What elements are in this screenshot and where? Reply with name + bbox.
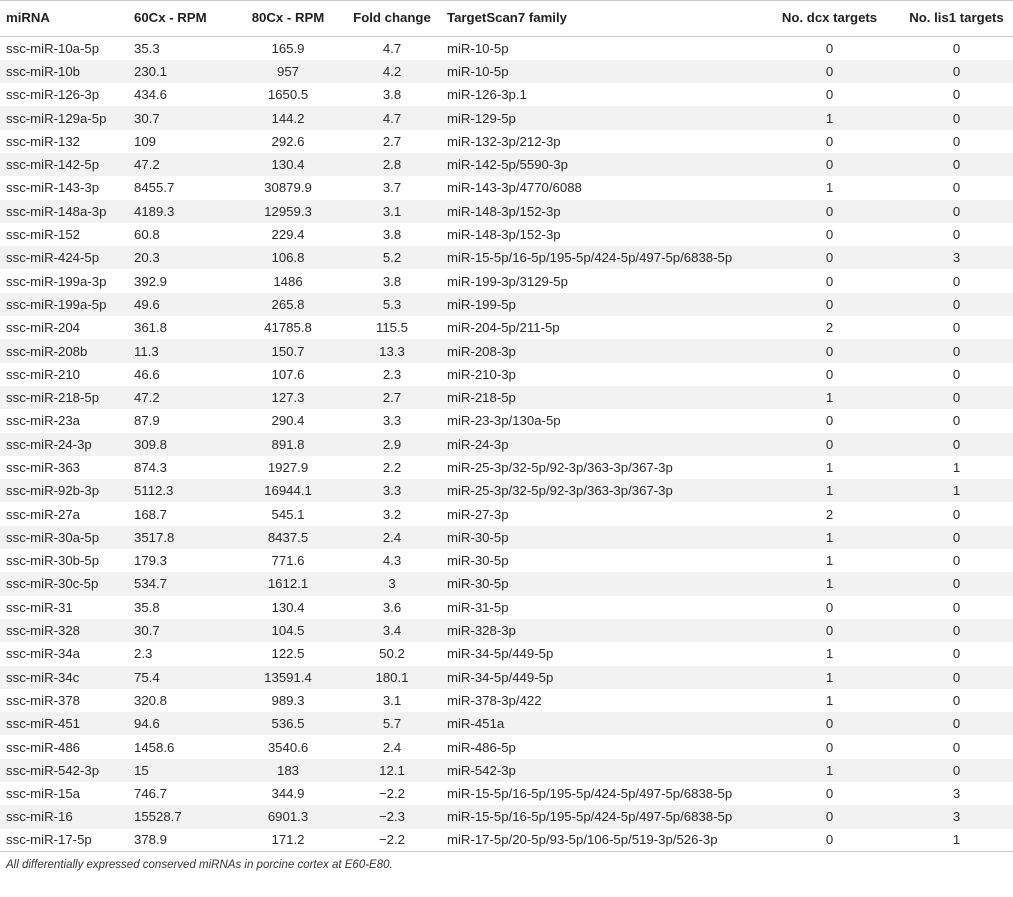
cell-60cx-rpm: 230.1 <box>134 63 168 79</box>
cell-80cx-rpm: 41785.8 <box>264 320 312 336</box>
cell-mirna: ssc-miR-204 <box>6 320 81 336</box>
cell-fold-change: −2.2 <box>343 829 441 852</box>
table-row <box>0 246 1013 269</box>
cell-dcx-targets: 1 <box>825 576 834 592</box>
cell-targetscan7-family: miR-27-3p <box>447 506 509 522</box>
cell-targetscan7-family: miR-15-5p/16-5p/195-5p/424-5p/497-5p/6838-5p <box>447 809 733 825</box>
cell-dcx-targets: 1 <box>825 692 834 708</box>
cell-lis1-targets: 0 <box>952 716 961 732</box>
cell-60cx-rpm: 60.8 <box>134 227 160 243</box>
cell-targetscan7-family: miR-30-5p <box>447 529 509 545</box>
cell-lis1-targets: 0 <box>952 343 961 359</box>
cell-fold-change: 3.2 <box>382 506 402 522</box>
cell-mirna: ssc-miR-424-5p <box>6 250 100 266</box>
cell-targetscan7-family: miR-328-3p <box>447 623 516 639</box>
cell-targetscan7-family: miR-34-5p/449-5p <box>447 669 554 685</box>
cell-80cx-rpm: 8437.5 <box>267 529 309 545</box>
cell-60cx-rpm: 87.9 <box>134 413 160 429</box>
cell-lis1-targets: 0 <box>952 646 961 662</box>
cell-80cx-rpm: 265.8 <box>271 296 305 312</box>
cell-60cx-rpm: 94.6 <box>134 716 160 732</box>
cell-60cx-rpm: 746.7 <box>134 786 168 802</box>
cell-dcx-targets: 0 <box>825 413 834 429</box>
cell-dcx-targets: 1 <box>825 110 834 126</box>
table-row <box>0 433 1013 456</box>
table-footnote: All differentially expressed conserved miRNAs in porcine cortex at E60-E80. <box>6 859 393 872</box>
cell-80cx-rpm: 30879.9 <box>264 180 312 196</box>
column-header-dcx-targets: No. dcx targets <box>759 1 900 37</box>
cell-80cx-rpm: 122.5 <box>271 646 305 662</box>
cell-fold-change: 4.2 <box>382 63 402 79</box>
cell-80cx-rpm: 12959.3 <box>264 203 312 219</box>
cell-targetscan7-family: miR-148-3p/152-3p <box>447 227 561 243</box>
cell-mirna: ssc-miR-27a <box>6 506 81 522</box>
cell-mirna: ssc-miR-142-5p <box>6 157 100 173</box>
cell-targetscan7-family: miR-30-5p <box>447 553 509 569</box>
cell-dcx-targets: 0 <box>825 739 834 755</box>
cell-targetscan7-family: miR-25-3p/32-5p/92-3p/363-3p/367-3p <box>447 483 673 499</box>
cell-60cx-rpm: 434.6 <box>134 87 168 103</box>
cell-mirna: ssc-miR-92b-3p <box>6 483 100 499</box>
table-body <box>0 37 1013 852</box>
cell-60cx-rpm: 361.8 <box>134 320 168 336</box>
cell-80cx-rpm: 891.8 <box>271 436 305 452</box>
cell-lis1-targets: 0 <box>952 576 961 592</box>
cell-60cx-rpm: 11.3 <box>134 343 159 359</box>
cell-targetscan7-family: miR-542-3p <box>447 762 516 778</box>
cell-80cx-rpm: 130.4 <box>271 599 305 615</box>
cell-60cx-rpm: 20.3 <box>134 250 160 266</box>
cell-mirna: ssc-miR-34c <box>6 669 80 685</box>
cell-mirna: ssc-miR-363 <box>6 459 81 475</box>
cell-60cx-rpm: 30.7 <box>134 623 160 639</box>
cell-60cx-rpm: 49.6 <box>134 296 160 312</box>
cell-fold-change: 5.2 <box>382 250 402 266</box>
column-header-fold-change: Fold change <box>343 1 441 37</box>
cell-targetscan7-family: miR-142-5p/5590-3p <box>447 157 568 173</box>
table-row <box>0 619 1013 642</box>
cell-60cx-rpm: 534.7 <box>134 576 168 592</box>
cell-60cx-rpm: 1458.6 <box>134 739 175 755</box>
cell-fold-change: 180.1 <box>375 669 409 685</box>
cell-dcx-targets: 0 <box>825 599 834 615</box>
cell-lis1-targets: 0 <box>952 366 961 382</box>
cell-dcx-targets: 0 <box>825 250 834 266</box>
cell-targetscan7-family: miR-208-3p <box>447 343 516 359</box>
cell-lis1-targets: 0 <box>952 692 961 708</box>
column-header-mirna: miRNA <box>0 1 128 37</box>
table-row <box>0 153 1013 176</box>
cell-mirna: ssc-miR-152 <box>6 227 81 243</box>
cell-mirna: ssc-miR-378 <box>6 692 81 708</box>
cell-60cx-rpm: 46.6 <box>134 366 160 382</box>
cell-dcx-targets: 2 <box>825 320 834 336</box>
cell-lis1-targets: 0 <box>952 157 961 173</box>
cell-80cx-rpm: 1612.1 <box>267 576 309 592</box>
cell-targetscan7-family: miR-126-3p.1 <box>447 87 527 103</box>
cell-mirna: ssc-miR-16 <box>6 809 73 825</box>
cell-fold-change: 2.3 <box>382 366 402 382</box>
cell-60cx-rpm: 2.3 <box>134 646 153 662</box>
table-row <box>0 759 1013 782</box>
cell-lis1-targets: 0 <box>952 87 961 103</box>
cell-60cx-rpm: 47.2 <box>134 390 160 406</box>
cell-dcx-targets: 0 <box>825 809 834 825</box>
cell-targetscan7-family: miR-30-5p <box>447 576 509 592</box>
table-row <box>0 200 1013 223</box>
cell-80cx-rpm: 171.2 <box>233 829 343 852</box>
cell-mirna: ssc-miR-129a-5p <box>6 110 107 126</box>
cell-dcx-targets: 1 <box>825 646 834 662</box>
cell-fold-change: 5.7 <box>382 716 402 732</box>
cell-80cx-rpm: 344.9 <box>271 786 305 802</box>
table-row <box>0 596 1013 619</box>
cell-80cx-rpm: 16944.1 <box>264 483 312 499</box>
cell-lis1-targets: 0 <box>952 762 961 778</box>
cell-80cx-rpm: 545.1 <box>271 506 305 522</box>
cell-dcx-targets: 0 <box>825 203 834 219</box>
cell-mirna: ssc-miR-23a <box>6 413 81 429</box>
cell-mirna: ssc-miR-199a-3p <box>6 273 107 289</box>
cell-mirna: ssc-miR-10a-5p <box>6 40 100 56</box>
cell-targetscan7-family: miR-148-3p/152-3p <box>447 203 561 219</box>
cell-fold-change: 3.8 <box>382 273 402 289</box>
cell-80cx-rpm: 130.4 <box>271 157 305 173</box>
cell-dcx-targets: 1 <box>825 390 834 406</box>
cell-targetscan7-family: miR-31-5p <box>447 599 509 615</box>
table-row <box>0 60 1013 83</box>
cell-lis1-targets: 0 <box>952 553 961 569</box>
cell-80cx-rpm: 144.2 <box>271 110 305 126</box>
cell-mirna: ssc-miR-199a-5p <box>6 296 107 312</box>
cell-fold-change: 2.8 <box>382 157 402 173</box>
cell-targetscan7-family: miR-10-5p <box>447 40 509 56</box>
cell-mirna: ssc-miR-328 <box>6 623 81 639</box>
cell-60cx-rpm: 47.2 <box>134 157 160 173</box>
cell-lis1-targets: 0 <box>952 133 961 149</box>
table-row <box>0 83 1013 106</box>
cell-targetscan7-family: miR-17-5p/20-5p/93-5p/106-5p/519-3p/526-3p <box>441 829 759 852</box>
cell-targetscan7-family: miR-34-5p/449-5p <box>447 646 554 662</box>
cell-80cx-rpm: 165.9 <box>271 40 305 56</box>
cell-60cx-rpm: 179.3 <box>134 553 168 569</box>
cell-60cx-rpm: 35.8 <box>134 599 160 615</box>
cell-targetscan7-family: miR-15-5p/16-5p/195-5p/424-5p/497-5p/6838-5p <box>447 250 733 266</box>
cell-lis1-targets: 0 <box>952 320 961 336</box>
cell-targetscan7-family: miR-24-3p <box>447 436 509 452</box>
cell-lis1-targets: 0 <box>952 506 961 522</box>
cell-lis1-targets: 1 <box>900 829 1013 852</box>
cell-fold-change: 4.7 <box>382 40 402 56</box>
cell-fold-change: −2.3 <box>378 809 406 825</box>
cell-targetscan7-family: miR-15-5p/16-5p/195-5p/424-5p/497-5p/6838-5p <box>447 786 733 802</box>
table-row <box>0 502 1013 525</box>
cell-60cx-rpm: 15528.7 <box>134 809 182 825</box>
cell-dcx-targets: 0 <box>825 87 834 103</box>
cell-lis1-targets: 0 <box>952 40 961 56</box>
cell-fold-change: 2.2 <box>382 459 402 475</box>
cell-dcx-targets: 0 <box>825 157 834 173</box>
cell-60cx-rpm: 5112.3 <box>134 483 174 499</box>
cell-lis1-targets: 0 <box>952 110 961 126</box>
cell-targetscan7-family: miR-378-3p/422 <box>447 692 542 708</box>
table-row <box>0 479 1013 502</box>
cell-dcx-targets: 0 <box>825 786 834 802</box>
table-row <box>0 339 1013 362</box>
cell-mirna: ssc-miR-148a-3p <box>6 203 107 219</box>
cell-mirna: ssc-miR-15a <box>6 786 81 802</box>
cell-fold-change: 2.7 <box>382 390 402 406</box>
cell-dcx-targets: 0 <box>825 227 834 243</box>
table-row <box>0 269 1013 292</box>
cell-60cx-rpm: 30.7 <box>134 110 160 126</box>
cell-80cx-rpm: 957 <box>276 63 299 79</box>
cell-targetscan7-family: miR-10-5p <box>447 63 509 79</box>
cell-dcx-targets: 1 <box>825 669 834 685</box>
cell-80cx-rpm: 183 <box>276 762 299 778</box>
column-header-lis1-targets: No. lis1 targets <box>900 1 1013 37</box>
column-header-80cx-rpm: 80Cx - RPM <box>233 1 343 37</box>
cell-targetscan7-family: miR-210-3p <box>447 366 516 382</box>
cell-targetscan7-family: miR-199-3p/3129-5p <box>447 273 568 289</box>
cell-mirna: ssc-miR-31 <box>6 599 73 615</box>
table-row <box>0 316 1013 339</box>
cell-fold-change: 13.3 <box>379 343 405 359</box>
cell-lis1-targets: 0 <box>952 203 961 219</box>
cell-dcx-targets: 0 <box>825 366 834 382</box>
cell-lis1-targets: 0 <box>952 623 961 639</box>
cell-fold-change: 3 <box>388 576 396 592</box>
table-row <box>0 666 1013 689</box>
cell-80cx-rpm: 1927.9 <box>267 459 309 475</box>
table-row <box>0 782 1013 805</box>
cell-targetscan7-family: miR-218-5p <box>447 390 516 406</box>
header-row <box>0 1 1013 37</box>
cell-fold-change: 4.3 <box>382 553 402 569</box>
table-row <box>0 456 1013 479</box>
cell-lis1-targets: 0 <box>952 669 961 685</box>
cell-60cx-rpm: 378.9 <box>128 829 233 852</box>
column-header-targetscan7-family: TargetScan7 family <box>441 1 759 37</box>
cell-targetscan7-family: miR-486-5p <box>447 739 516 755</box>
cell-mirna: ssc-miR-17-5p <box>0 829 128 852</box>
cell-lis1-targets: 1 <box>952 483 961 499</box>
cell-60cx-rpm: 35.3 <box>134 40 160 56</box>
table-row <box>0 549 1013 572</box>
cell-fold-change: 5.3 <box>382 296 402 312</box>
cell-dcx-targets: 0 <box>825 343 834 359</box>
table-row <box>0 642 1013 665</box>
cell-mirna: ssc-miR-218-5p <box>6 390 100 406</box>
cell-dcx-targets: 2 <box>825 506 834 522</box>
cell-dcx-targets: 0 <box>825 436 834 452</box>
cell-dcx-targets: 1 <box>825 529 834 545</box>
cell-80cx-rpm: 104.5 <box>271 623 305 639</box>
cell-80cx-rpm: 536.5 <box>271 716 305 732</box>
cell-targetscan7-family: miR-199-5p <box>447 296 516 312</box>
cell-fold-change: −2.2 <box>378 786 406 802</box>
cell-lis1-targets: 0 <box>952 413 961 429</box>
cell-mirna: ssc-miR-34a <box>6 646 81 662</box>
cell-fold-change: 115.5 <box>375 320 409 336</box>
cell-mirna: ssc-miR-486 <box>6 739 81 755</box>
cell-80cx-rpm: 1486 <box>273 273 303 289</box>
cell-60cx-rpm: 15 <box>134 762 149 778</box>
table-row <box>0 386 1013 409</box>
cell-fold-change: 3.1 <box>382 692 402 708</box>
table-row <box>0 829 1013 852</box>
cell-mirna: ssc-miR-126-3p <box>6 87 100 103</box>
cell-80cx-rpm: 127.3 <box>271 390 305 406</box>
column-header-60cx-rpm: 60Cx - RPM <box>128 1 233 37</box>
cell-targetscan7-family: miR-23-3p/130a-5p <box>447 413 561 429</box>
cell-60cx-rpm: 309.8 <box>134 436 168 452</box>
table-row <box>0 805 1013 828</box>
table-row <box>0 130 1013 153</box>
cell-lis1-targets: 3 <box>952 809 961 825</box>
cell-dcx-targets: 1 <box>825 483 834 499</box>
cell-lis1-targets: 3 <box>952 250 961 266</box>
cell-80cx-rpm: 290.4 <box>271 413 305 429</box>
cell-lis1-targets: 0 <box>952 436 961 452</box>
cell-dcx-targets: 1 <box>825 180 834 196</box>
cell-dcx-targets: 0 <box>825 133 834 149</box>
cell-60cx-rpm: 109 <box>134 133 157 149</box>
cell-fold-change: 3.7 <box>382 180 402 196</box>
table-row <box>0 712 1013 735</box>
cell-fold-change: 3.3 <box>382 483 402 499</box>
table-row <box>0 106 1013 129</box>
cell-lis1-targets: 1 <box>952 459 961 475</box>
table-row <box>0 689 1013 712</box>
table-row <box>0 223 1013 246</box>
table-row <box>0 363 1013 386</box>
cell-fold-change: 4.7 <box>382 110 402 126</box>
cell-80cx-rpm: 989.3 <box>271 692 305 708</box>
cell-80cx-rpm: 1650.5 <box>267 87 309 103</box>
table-row <box>0 409 1013 432</box>
table-row <box>0 293 1013 316</box>
cell-80cx-rpm: 150.7 <box>271 343 305 359</box>
cell-80cx-rpm: 107.6 <box>271 366 305 382</box>
cell-fold-change: 2.4 <box>382 529 402 545</box>
cell-lis1-targets: 0 <box>952 739 961 755</box>
cell-fold-change: 3.4 <box>382 623 402 639</box>
cell-fold-change: 3.8 <box>382 227 402 243</box>
table-row <box>0 176 1013 199</box>
cell-mirna: ssc-miR-132 <box>6 133 81 149</box>
cell-dcx-targets: 0 <box>825 296 834 312</box>
cell-dcx-targets: 0 <box>825 40 834 56</box>
cell-60cx-rpm: 75.4 <box>134 669 160 685</box>
cell-60cx-rpm: 168.7 <box>134 506 168 522</box>
table-row <box>0 37 1013 60</box>
cell-fold-change: 3.1 <box>382 203 402 219</box>
cell-lis1-targets: 0 <box>952 599 961 615</box>
cell-mirna: ssc-miR-30b-5p <box>6 553 100 569</box>
cell-dcx-targets: 0 <box>825 273 834 289</box>
cell-mirna: ssc-miR-30c-5p <box>6 576 99 592</box>
cell-targetscan7-family: miR-451a <box>447 716 505 732</box>
cell-lis1-targets: 0 <box>952 273 961 289</box>
cell-targetscan7-family: miR-25-3p/32-5p/92-3p/363-3p/367-3p <box>447 459 673 475</box>
cell-dcx-targets: 0 <box>825 716 834 732</box>
cell-dcx-targets: 1 <box>825 459 834 475</box>
cell-targetscan7-family: miR-129-5p <box>447 110 516 126</box>
cell-lis1-targets: 3 <box>952 786 961 802</box>
cell-80cx-rpm: 3540.6 <box>267 739 309 755</box>
cell-80cx-rpm: 771.6 <box>271 553 305 569</box>
cell-80cx-rpm: 292.6 <box>271 133 305 149</box>
cell-fold-change: 2.7 <box>382 133 402 149</box>
cell-fold-change: 3.3 <box>382 413 402 429</box>
cell-dcx-targets: 1 <box>825 762 834 778</box>
cell-dcx-targets: 0 <box>759 829 900 852</box>
cell-mirna: ssc-miR-143-3p <box>6 180 100 196</box>
cell-targetscan7-family: miR-143-3p/4770/6088 <box>447 180 582 196</box>
cell-mirna: ssc-miR-451 <box>6 716 81 732</box>
cell-mirna: ssc-miR-10b <box>6 63 81 79</box>
cell-lis1-targets: 0 <box>952 296 961 312</box>
cell-60cx-rpm: 874.3 <box>134 459 168 475</box>
cell-60cx-rpm: 320.8 <box>134 692 168 708</box>
cell-60cx-rpm: 3517.8 <box>134 529 175 545</box>
cell-dcx-targets: 1 <box>825 553 834 569</box>
cell-mirna: ssc-miR-24-3p <box>6 436 92 452</box>
cell-fold-change: 3.8 <box>382 87 402 103</box>
table-row <box>0 572 1013 595</box>
cell-dcx-targets: 0 <box>825 623 834 639</box>
cell-fold-change: 50.2 <box>379 646 405 662</box>
cell-80cx-rpm: 106.8 <box>271 250 305 266</box>
table-row <box>0 526 1013 549</box>
cell-targetscan7-family: miR-132-3p/212-3p <box>447 133 561 149</box>
cell-60cx-rpm: 4189.3 <box>134 203 175 219</box>
cell-dcx-targets: 0 <box>825 63 834 79</box>
table-row <box>0 735 1013 758</box>
cell-mirna: ssc-miR-208b <box>6 343 88 359</box>
cell-80cx-rpm: 6901.3 <box>267 809 309 825</box>
cell-fold-change: 12.1 <box>379 762 405 778</box>
cell-80cx-rpm: 229.4 <box>271 227 305 243</box>
cell-60cx-rpm: 8455.7 <box>134 180 175 196</box>
cell-fold-change: 3.6 <box>382 599 402 615</box>
cell-80cx-rpm: 13591.4 <box>264 669 312 685</box>
cell-lis1-targets: 0 <box>952 227 961 243</box>
cell-mirna: ssc-miR-210 <box>6 366 81 382</box>
cell-lis1-targets: 0 <box>952 529 961 545</box>
cell-targetscan7-family: miR-204-5p/211-5p <box>447 320 560 336</box>
cell-fold-change: 2.4 <box>382 739 402 755</box>
cell-lis1-targets: 0 <box>952 390 961 406</box>
cell-fold-change: 2.9 <box>382 436 402 452</box>
cell-lis1-targets: 0 <box>952 180 961 196</box>
cell-lis1-targets: 0 <box>952 63 961 79</box>
cell-60cx-rpm: 392.9 <box>134 273 168 289</box>
cell-mirna: ssc-miR-30a-5p <box>6 529 100 545</box>
cell-mirna: ssc-miR-542-3p <box>6 762 100 778</box>
